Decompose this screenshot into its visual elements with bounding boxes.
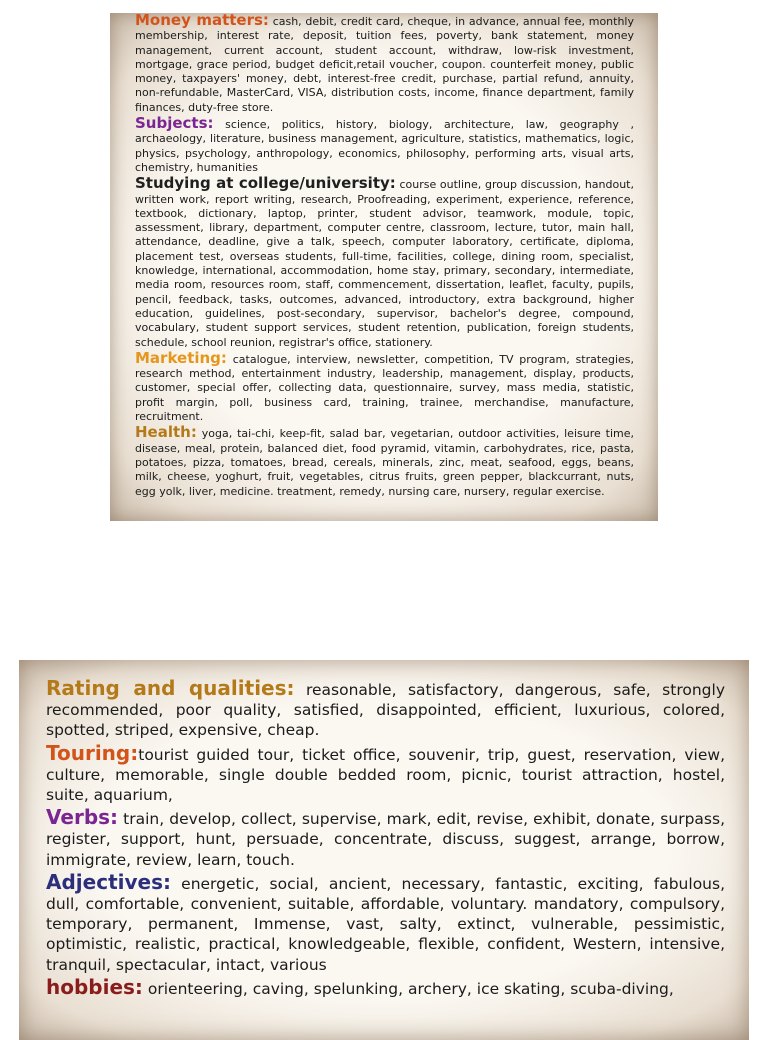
vocabulary-card-bottom xyxy=(19,660,749,1040)
section-text: train, develop, collect, supervise, mark, edit, revise, exhibit, donate, surpass, register, support, hunt, persuade, concentrate, discuss, suggest, arrange, borrow, immigrate, review, learn, touch. xyxy=(46,810,725,869)
section-heading: Money matters: xyxy=(135,13,269,29)
section-heading: Verbs: xyxy=(46,805,119,830)
section-text: reasonable, satisfactory, dangerous, safe, strongly recommended, poor quality, satisfied, disappointed, efficient, luxurious, colored, spotted, striped, expensive, cheap. xyxy=(46,681,725,740)
vocabulary-card-top xyxy=(110,13,658,521)
section-text: cash, debit, credit card, cheque, in advance, annual fee, monthly membership, interest rate, deposit, tuition fees, poverty, bank statement, money management, current account, student account, withdraw, low-risk investment, mortgage, grace period, budget deficit,retail voucher, coupon. counterfeit money, public money, taxpayers' money, debt, interest-free credit, purchase, partial refund, annuity, non-refundable, MasterCard, VISA, distribution costs, income, finance department, family finances, duty-free store. xyxy=(135,15,634,114)
section-hobbies xyxy=(46,974,725,999)
section-studying xyxy=(135,176,634,350)
section-health xyxy=(135,425,634,498)
section-subjects xyxy=(135,116,634,175)
section-heading: Studying at college/university: xyxy=(135,174,396,193)
section-heading: Touring: xyxy=(46,740,139,765)
section-heading: Marketing: xyxy=(135,348,227,367)
section-touring xyxy=(46,740,725,806)
section-text: course outline, group discussion, handout, written work, report writing, research, Proofreading, experiment, experience, reference, textbook, dictionary, laptop, printer, student advisor, teamwork, module, topic, assessment, library, department, computer centre, classroom, lecture, tutor, main hall, attendance, deadline, give a talk, speech, computer laboratory, certificate, diploma, placement test, overseas students, full-time, facilities, college, dining room, specialist, knowledge, international, accommodation, home stay, primary, secondary, intermediate, media room, resources room, staff, commencement, dissertation, leaflet, faculty, pupils, pencil, feedback, tasks, outcomes, advanced, introductory, extra background, higher education, guidelines, post-secondary, supervisor, bachelor's degree, compound, vocabulary, student support services, student retention, publication, foreign students, schedule, school reunion, registrar's office, stationery. xyxy=(135,178,634,349)
section-heading: Health: xyxy=(135,423,197,442)
section-adjectives xyxy=(46,869,725,975)
section-heading: Subjects: xyxy=(135,114,214,133)
section-text: science, politics, history, biology, architecture, law, geography , archaeology, literature, business management, agriculture, statistics, mathematics, logic, physics, psychology, anthropology, economics, philosophy, performing arts, visual arts, chemistry, humanities xyxy=(135,118,634,174)
section-text: orienteering, caving, spelunking, archery, ice skating, scuba-diving, xyxy=(142,979,674,998)
section-verbs xyxy=(46,807,725,870)
section-money-matters xyxy=(135,13,634,115)
section-marketing xyxy=(135,348,634,424)
section-text: energetic, social, ancient, necessary, fantastic, exciting, fabulous, dull, comfortable, convenient, suitable, affordable, voluntary. mandatory, compulsory, temporary, permanent, Immense, vast, salty, extinct, vulnerable, pessimistic, optimistic, realistic, practical, knowledgeable, flexible, confident, Western, intensive, tranquil, spectacular, intact, various xyxy=(46,874,725,974)
section-heading: Adjectives: xyxy=(46,869,171,894)
section-text: catalogue, interview, newsletter, competition, TV program, strategies, research method, entertainment industry, leadership, management, display, products, customer, special offer, collecting data, questionnaire, survey, mass media, statistic, profit margin, poll, business card, training, trainee, merchandise, manufacture, recruitment. xyxy=(135,352,634,424)
section-text: tourist guided tour, ticket office, souvenir, trip, guest, reservation, view, culture, memorable, single double bedded room, picnic, tourist attraction, hostel, suite, aquarium, xyxy=(46,745,725,805)
section-heading: hobbies: xyxy=(46,974,143,999)
section-text: yoga, tai-chi, keep-fit, salad bar, vegetarian, outdoor activities, leisure time, disease, meal, protein, balanced diet, food pyramid, vitamin, carbohydrates, rice, pasta, potatoes, pizza, tomatoes, bread, cereals, minerals, zinc, meat, seafood, eggs, beans, milk, cheese, yoghurt, fruit, vegetables, citrus fruits, green pepper, blackcurrant, nuts, egg yolk, liver, medicine. treatment, remedy, nursing care, nursery, regular exercise. xyxy=(135,427,634,498)
section-rating-qualities xyxy=(46,678,725,741)
section-heading: Rating and qualities: xyxy=(46,676,295,700)
